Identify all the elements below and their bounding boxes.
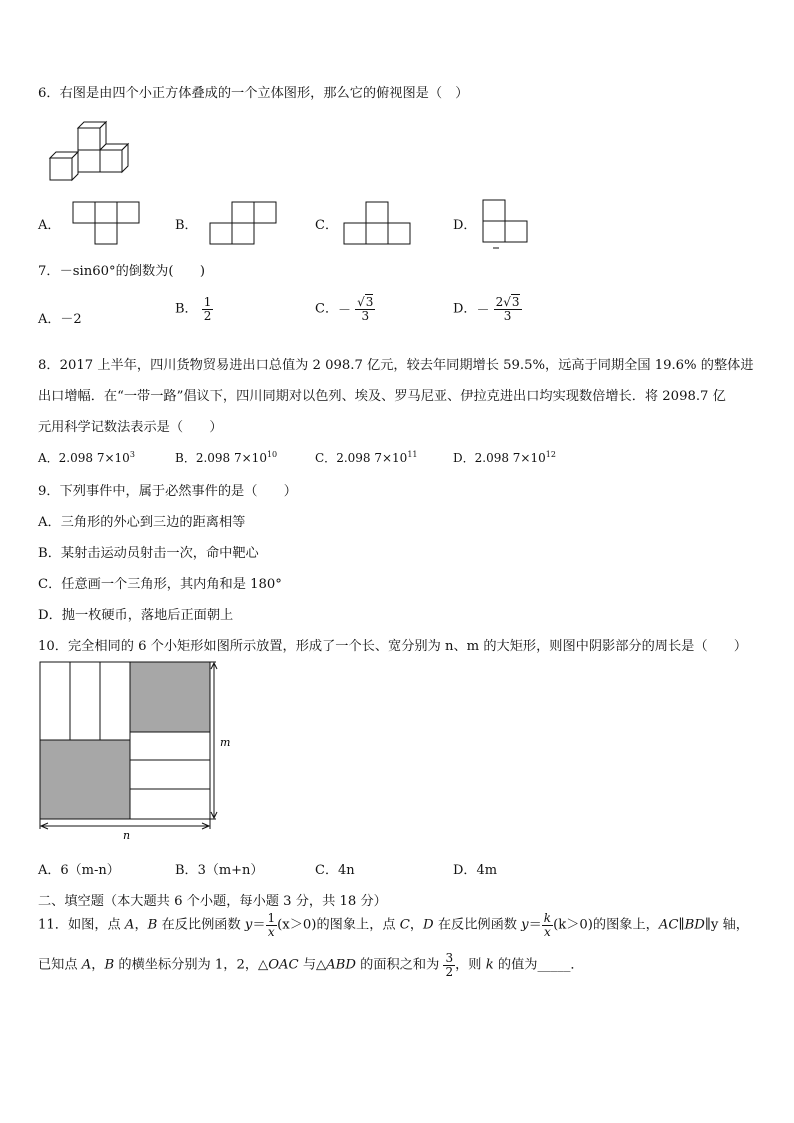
q8-option-d-exp: 12 [545, 450, 556, 459]
q7-option-c-sign: － [337, 303, 351, 319]
q11-comma-2: ， [409, 917, 424, 933]
q11-comma-3: ， [91, 957, 105, 973]
q6-cube-figure [44, 118, 138, 188]
q6-option-c-figure [343, 201, 413, 245]
q11-line2e: 的值为 [493, 957, 538, 973]
q11-tri-abd: △ABD [316, 957, 356, 973]
q7-option-b-den: 2 [203, 308, 212, 323]
q8-option-d-label: D． [453, 451, 475, 465]
q10-option-c-text: 4n [337, 863, 355, 878]
q10-label-n: n [123, 829, 131, 842]
section2-title: 二、填空题（本大题共 6 个小题，每小题 3 分，共 18 分） [38, 894, 387, 909]
q11-num-1: 1 [267, 911, 276, 925]
q8-option-b-exp: 10 [266, 450, 278, 459]
q9-option-d: D．抛一枚硬币，落地后正面朝上 [38, 608, 234, 623]
q11-p3: 在反比例函数 [433, 917, 522, 933]
q7-option-d [453, 296, 522, 322]
q11-and: 与 [298, 957, 317, 973]
q11-den-2: 2 [445, 964, 454, 979]
q7-option-c-den: 3 [361, 308, 370, 323]
q7-option-c-rad: 3 [365, 295, 374, 309]
q11-fraction-k [542, 912, 553, 938]
q8-option-b [175, 449, 277, 466]
q11-point-b-2: B [104, 957, 115, 973]
q7-option-c-fraction [355, 296, 375, 322]
q8-option-c-exp: 11 [407, 450, 418, 459]
q11-p2: 在反比例函数 [157, 917, 245, 933]
q7-option-b [175, 296, 213, 322]
q11-num-3: 3 [445, 951, 454, 965]
q11-line2c: 的面积之和为 [355, 957, 444, 973]
q7-stem: 7．－sin60°的倒数为( ) [38, 264, 206, 279]
q8-option-a-exp: 3 [129, 450, 135, 459]
q7-option-b-label: B． [175, 301, 198, 317]
q10-label-m: m [220, 736, 231, 749]
q11-p4: ∥y 轴， [704, 917, 749, 933]
q7-option-d-fraction [494, 296, 522, 322]
q11-seg-bd: BD [684, 917, 705, 933]
q10-rectangle-figure [34, 658, 244, 843]
q10-option-d [453, 859, 497, 878]
q7-option-a [38, 308, 82, 327]
q8-option-d [453, 449, 556, 466]
q11-fraction-3-2 [443, 952, 455, 978]
q7-option-c-label: C． [315, 301, 338, 317]
q11-eq-1: ＝ [252, 917, 266, 933]
q7-option-a-label: A． [38, 312, 61, 327]
q11-tri-oac: △OAC [258, 957, 299, 973]
q6-option-d-figure [481, 198, 531, 250]
q10-option-c [315, 859, 355, 878]
q7-option-a-text: －2 [60, 312, 82, 327]
q8-option-a-base: 2.098 7×10 [58, 451, 130, 465]
q8-option-d-base: 2.098 7×10 [474, 451, 546, 465]
q11-num-k: k [543, 911, 552, 925]
q7-option-d-sign: － [476, 303, 490, 319]
q9-option-b: B．某射击运动员射击一次，命中靶心 [38, 546, 259, 561]
q11-y-2: y [521, 917, 529, 933]
q6-stem: 6．右图是由四个小正方体叠成的一个立体图形，那么它的俯视图是（ ） [38, 86, 469, 101]
q11-point-b: B [147, 917, 158, 933]
q11-parallel: ∥ [678, 917, 685, 933]
q10-option-d-text: 4m [476, 863, 498, 878]
q10-option-b [175, 859, 263, 878]
q11-line2a: 已知点 [38, 957, 82, 973]
q11-fraction-1 [266, 912, 278, 938]
q8-option-c [315, 449, 418, 466]
q7-option-d-coef: 2 [495, 295, 504, 309]
q11-y-1: y [244, 917, 253, 933]
q11-eq-2: ＝ [528, 917, 542, 933]
q10-option-b-label: B． [175, 863, 198, 878]
q6-option-c-label: C． [315, 218, 338, 233]
q11-point-d: D [423, 917, 434, 933]
q10-option-c-label: C． [315, 863, 338, 878]
q11-line1 [38, 912, 749, 938]
q9-option-c: C．任意画一个三角形，其内角和是 180° [38, 577, 282, 592]
q7-option-c-num: √3 [357, 295, 374, 309]
q8-option-a-label: A． [38, 451, 59, 465]
q6-option-b-label: B． [175, 218, 198, 233]
q7-option-d-rad: 3 [511, 295, 520, 309]
q10-option-d-label: D． [453, 863, 477, 878]
q11-line2 [38, 952, 584, 978]
q10-option-a-text: 6（m-n） [60, 863, 120, 878]
q7-option-d-label: D． [453, 301, 477, 317]
q11-den-k: x [544, 924, 551, 939]
q8-option-c-base: 2.098 7×10 [336, 451, 408, 465]
q11-seg-ac: AC [658, 917, 679, 933]
q11-cond-2: (k＞0)的图象上， [553, 917, 659, 933]
q10-option-b-text: 3（m+n） [197, 863, 264, 878]
q10-option-a [38, 859, 120, 878]
q8-option-b-label: B． [175, 451, 196, 465]
q8-option-c-label: C． [315, 451, 337, 465]
q8-option-a [38, 449, 135, 466]
q11-cond-1: (x＞0)的图象上，点 [277, 917, 400, 933]
q11-point-a: A [124, 917, 135, 933]
q11-den-1: x [267, 924, 275, 939]
q11-end: ． [570, 957, 584, 973]
q9-stem: 9．下列事件中，属于必然事件的是（ ） [38, 484, 297, 499]
q11-point-a-2: A [81, 957, 92, 973]
q6-option-b-figure [208, 201, 278, 245]
q7-option-c [315, 296, 375, 322]
q9-option-a: A．三角形的外心到三边的距离相等 [38, 515, 246, 530]
q7-option-b-num: 1 [203, 295, 212, 309]
q8-line1: 8．2017 上半年，四川货物贸易进出口总值为 2 098.7 亿元，较去年同期增长 59.5%，远高于同期全国 19.6% 的整体进 [38, 358, 754, 373]
q8-option-b-base: 2.098 7×10 [195, 451, 267, 465]
q6-option-a-figure [72, 201, 140, 245]
q10-option-a-label: A． [38, 863, 61, 878]
q11-point-c: C [399, 917, 410, 933]
q7-option-d-num: 2√3 [495, 295, 520, 309]
q8-line2: 出口增幅．在“一带一路”倡议下，四川同期对以色列、埃及、罗马尼亚、伊拉克进出口均实现数倍增长．将 2098.7 亿 [38, 389, 726, 404]
q6-option-a-label: A． [38, 218, 61, 233]
q6-option-d-label: D． [453, 218, 477, 233]
q11-comma-1: ， [134, 917, 148, 933]
q11-answer-blank[interactable]: _____ [537, 957, 571, 973]
q10-stem: 10．完全相同的 6 个小矩形如图所示放置，形成了一个长、宽分别为 n、m 的大矩形，则图中阴影部分的周长是（ ） [38, 639, 748, 654]
q11-k: k [485, 957, 494, 973]
q11-line2d: ，则 [455, 957, 486, 973]
q7-option-d-den: 3 [503, 308, 512, 323]
q7-option-b-fraction [202, 296, 214, 322]
q8-line3: 元用科学记数法表示是（ ） [38, 420, 223, 435]
q11-line2b: 的横坐标分别为 1，2， [114, 957, 259, 973]
q11-p1: 11．如图，点 [38, 917, 125, 933]
